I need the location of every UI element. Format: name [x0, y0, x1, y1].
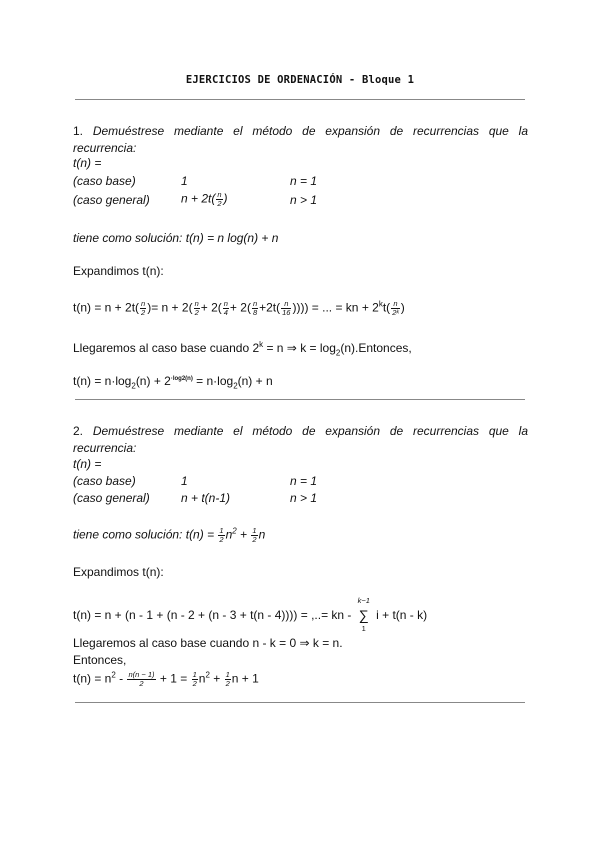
ex1-solution: tiene como solución: t(n) = n log(n) + n [73, 231, 279, 245]
ex2-statement-cont: recurrencia: [73, 441, 137, 455]
ex2-result: $t(n) = n^2$ - $\frac{n(n - 1)}{2}$ + 1 = $\frac{1}{2}$ $n^2$ + $\frac{1}{2}$ n + 1 [73, 670, 259, 688]
ex1-base-reached: Llegaremos al caso base cuando $2^k = n$ ⇒ $k = \log_2(n).Entonces$, [73, 340, 412, 358]
divider [75, 702, 525, 703]
ex2-expansion: t(n) = n + (n - 1 + (n - 2 + (n - 3 + t(n - 4)))) = ,..= kn - k−1 ∑ 1 i + t(n - k) [73, 596, 428, 634]
ex1-result: $t(n) = n\cdot\log_2(n) + 2^{\cdot log2(n)} = n\cdot\log_2(n) + n$ [73, 374, 273, 391]
ex1-base-case: (caso base) 1 n = 1 [73, 174, 318, 188]
page-title: EJERCICIOS DE ORDENACIÓN - Bloque 1 [185, 74, 415, 86]
divider [75, 99, 525, 100]
divider [75, 399, 525, 400]
ex1-t-def: t(n) = [73, 156, 102, 170]
ex2-expand-label: Expandimos t(n): [73, 565, 164, 579]
ex1-statement-cont: recurrencia: [73, 141, 137, 155]
summation: k−1 ∑ 1 [357, 596, 370, 634]
ex1-expansion: t(n) = n + 2t( $\frac{n}{2}$ )= n + 2( $\frac{n}{2}$ + 2( $\frac{n}{4}$ + 2( $\frac{n}{8}$ +2t( $\frac{n}{16}$ )))) = ... = kn + $2^kt$( $\frac{n}{\text{2ᵏ}}$ ) [73, 299, 405, 317]
ex2-base-case: (caso base) 1 n = 1 [73, 474, 318, 488]
ex1-general-case: (caso general) n + 2t( $\frac{n}{2}$ ) n > 1 [73, 190, 318, 208]
ex2-t-def: t(n) = [73, 457, 102, 471]
ex2-solution: tiene como solución: t(n) = $\frac{1}{2}$ $n^2$ + $\frac{1}{2}$ n [73, 526, 266, 544]
ex2-base-reached: Llegaremos al caso base cuando n - k = 0 ⇒ k = n. [73, 636, 343, 650]
ex1-statement: 1. Demuéstrese mediante el método de expansión de recurrencias que la [73, 124, 528, 138]
ex2-general-case: (caso general) n + t(n-1) n > 1 [73, 491, 318, 505]
ex2-statement: 2. Demuéstrese mediante el método de expansión de recurrencias que la [73, 424, 528, 438]
ex1-expand-label: Expandimos t(n): [73, 264, 164, 278]
ex2-then: Entonces, [73, 653, 127, 667]
